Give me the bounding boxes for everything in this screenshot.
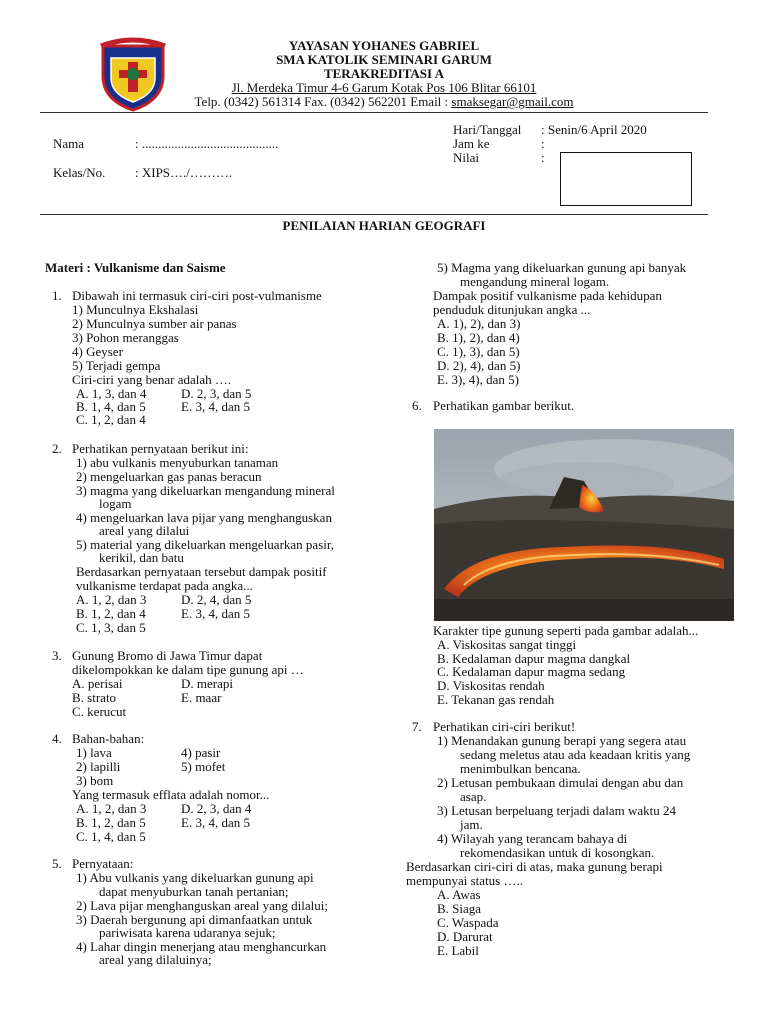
email-link[interactable]: smaksegar@gmail.com xyxy=(451,94,574,109)
q4-item: 3) bom xyxy=(76,773,114,788)
q5-item: 2) Lava pijar menghanguskan areal yang dilalui; xyxy=(76,898,328,913)
nama-value[interactable]: : .......................................... xyxy=(135,136,279,151)
q4-option-d[interactable]: D. 2, 3, dan 4 xyxy=(181,801,252,816)
q4-item: 1) lava xyxy=(76,745,112,760)
q7-item: 3) Letusan berpeluang terjadi dalam waktu 24 xyxy=(437,803,676,818)
q1-text: Dibawah ini termasuk ciri-ciri post-vulmanisme xyxy=(72,288,322,303)
q4-item: 5) mofet xyxy=(181,759,226,774)
q7-item: rekomendasikan untuk di kosongkan. xyxy=(460,845,655,860)
q7-option-a[interactable]: A. Awas xyxy=(437,887,481,902)
q5-item: 4) Lahar dingin menerjang atau menghancurkan xyxy=(76,939,327,954)
q4-number: 4. xyxy=(52,731,62,746)
q1-item: 1) Munculnya Ekshalasi xyxy=(72,302,199,317)
q7-question: Berdasarkan ciri-ciri di atas, maka gunung berapi xyxy=(406,859,663,874)
hari-label: Hari/Tanggal xyxy=(453,122,522,137)
q1-question: Ciri-ciri yang benar adalah …. xyxy=(72,372,232,387)
q7-option-e[interactable]: E. Labil xyxy=(437,943,479,958)
q4-text: Bahan-bahan: xyxy=(72,731,145,746)
lava-volcano-photo xyxy=(434,429,734,621)
q2-item: 5) material yang dikeluarkan mengeluarkan pasir, xyxy=(76,537,334,552)
q4-question: Yang termasuk efflata adalah nomor... xyxy=(72,787,270,802)
jam-value[interactable]: : xyxy=(541,136,545,151)
q6-option-d[interactable]: D. Viskositas rendah xyxy=(437,678,545,693)
q2-item: 4) mengeluarkan lava pijar yang menghanguskan xyxy=(76,510,332,525)
q2-option-c[interactable]: C. 1, 3, dan 5 xyxy=(76,620,146,635)
q2-option-d[interactable]: D. 2, 4, dan 5 xyxy=(181,592,252,607)
accreditation: TERAKREDITASI A xyxy=(323,66,445,81)
q3-option-d[interactable]: D. merapi xyxy=(181,676,233,691)
jam-label: Jam ke xyxy=(453,136,490,151)
q5-item: pariwisata karena udaranya sejuk; xyxy=(99,925,276,940)
q1-option-e[interactable]: E. 3, 4, dan 5 xyxy=(181,399,250,414)
q1-item: 5) Terjadi gempa xyxy=(72,358,161,373)
q7-number: 7. xyxy=(412,719,422,734)
q2-item: 1) abu vulkanis menyuburkan tanaman xyxy=(76,455,279,470)
kelas-value[interactable]: : XIPS…./………. xyxy=(135,165,233,180)
school-address: Jl. Merdeka Timur 4-6 Garum Kotak Pos 106 Blitar 66101 xyxy=(231,80,537,95)
q5-question: Dampak positif vulkanisme pada kehidupan xyxy=(433,288,662,303)
q2-text: Perhatikan pernyataan berikut ini: xyxy=(72,441,249,456)
q1-item: 3) Pohon meranggas xyxy=(72,330,179,345)
q2-item: areal yang dilalui xyxy=(99,523,190,538)
nilai-label: Nilai xyxy=(453,150,479,165)
q1-number: 1. xyxy=(52,288,62,303)
q6-option-c[interactable]: C. Kedalaman dapur magma sedang xyxy=(437,664,626,679)
q2-option-a[interactable]: A. 1, 2, dan 3 xyxy=(76,592,147,607)
q6-option-b[interactable]: B. Kedalaman dapur magma dangkal xyxy=(437,651,631,666)
q6-number: 6. xyxy=(412,398,422,413)
q2-item: logam xyxy=(99,496,132,511)
q6-option-a[interactable]: A. Viskositas sangat tinggi xyxy=(437,637,577,652)
materi-heading: Materi : Vulkanisme dan Saisme xyxy=(45,260,226,275)
nilai-value: : xyxy=(541,150,545,165)
q5-option-d[interactable]: D. 2), 4), dan 5) xyxy=(437,358,521,373)
q6-option-e[interactable]: E. Tekanan gas rendah xyxy=(437,692,555,707)
q5-item: 1) Abu vulkanis yang dikeluarkan gunung api xyxy=(76,870,314,885)
q2-option-b[interactable]: B. 1, 2, dan 4 xyxy=(76,606,146,621)
q5-number: 5. xyxy=(52,856,62,871)
hari-value: : Senin/6 April 2020 xyxy=(541,122,647,137)
q7-option-d[interactable]: D. Darurat xyxy=(437,929,493,944)
q7-option-b[interactable]: B. Siaga xyxy=(437,901,482,916)
q7-item: jam. xyxy=(460,817,483,832)
q7-item: menimbulkan bencana. xyxy=(460,761,581,776)
q1-option-d[interactable]: D. 2, 3, dan 5 xyxy=(181,386,252,401)
q5-option-a[interactable]: A. 1), 2), dan 3) xyxy=(437,316,521,331)
q4-option-b[interactable]: B. 1, 2, dan 5 xyxy=(76,815,146,830)
q3-option-c[interactable]: C. kerucut xyxy=(72,704,127,719)
q2-item: 2) mengeluarkan gas panas beracun xyxy=(76,469,262,484)
q5-item: mengandung mineral logam. xyxy=(460,274,610,289)
q7-item: 2) Letusan pembukaan dimulai dengan abu dan xyxy=(437,775,684,790)
header-rule xyxy=(40,112,708,113)
q3-text: Gunung Bromo di Jawa Timur dapat xyxy=(72,648,263,663)
exam-title: PENILAIAN HARIAN GEOGRAFI xyxy=(282,218,486,233)
foundation-name: YAYASAN YOHANES GABRIEL xyxy=(288,38,480,53)
q1-item: 2) Munculnya sumber air panas xyxy=(72,316,237,331)
q3-option-b[interactable]: B. strato xyxy=(72,690,117,705)
q5-text: Pernyataan: xyxy=(72,856,134,871)
contact-line xyxy=(0,95,768,109)
contact-prefix: Telp. (0342) 561314 Fax. (0342) 562201 Email : xyxy=(194,94,452,109)
q3-text: dikelompokkan ke dalam tipe gunung api … xyxy=(72,662,304,677)
q3-option-a[interactable]: A. perisai xyxy=(72,676,123,691)
q2-item: kerikil, dan batu xyxy=(99,550,184,565)
q2-number: 2. xyxy=(52,441,62,456)
q5-item: dapat menyuburkan tanah pertanian; xyxy=(99,884,289,899)
q3-number: 3. xyxy=(52,648,62,663)
q4-option-e[interactable]: E. 3, 4, dan 5 xyxy=(181,815,250,830)
q3-option-e[interactable]: E. maar xyxy=(181,690,222,705)
q5-option-c[interactable]: C. 1), 3), dan 5) xyxy=(437,344,520,359)
kelas-label: Kelas/No. xyxy=(53,165,106,180)
q5-item: areal yang dilaluinya; xyxy=(99,952,212,967)
q4-option-c[interactable]: C. 1, 4, dan 5 xyxy=(76,829,146,844)
q2-option-e[interactable]: E. 3, 4, dan 5 xyxy=(181,606,250,621)
nilai-box[interactable] xyxy=(560,152,692,206)
q2-question: Berdasarkan pernyataan tersebut dampak positif xyxy=(76,564,327,579)
q7-item: asap. xyxy=(460,789,487,804)
q1-option-a[interactable]: A. 1, 3, dan 4 xyxy=(76,386,147,401)
q7-question: mempunyai status ….. xyxy=(406,873,523,888)
q4-option-a[interactable]: A. 1, 2, dan 3 xyxy=(76,801,147,816)
q1-option-c[interactable]: C. 1, 2, dan 4 xyxy=(76,412,146,427)
q5-item: 5) Magma yang dikeluarkan gunung api banyak xyxy=(437,260,687,275)
q7-text: Perhatikan ciri-ciri berikut! xyxy=(433,719,576,734)
q1-option-b[interactable]: B. 1, 4, dan 5 xyxy=(76,399,146,414)
school-name: SMA KATOLIK SEMINARI GARUM xyxy=(276,52,492,67)
q7-option-c[interactable]: C. Waspada xyxy=(437,915,499,930)
q5-question: penduduk ditunjukan angka ... xyxy=(433,302,591,317)
q7-item: 4) Wilayah yang terancam bahaya di xyxy=(437,831,628,846)
q4-item: 4) pasir xyxy=(181,745,221,760)
q5-option-e[interactable]: E. 3), 4), dan 5) xyxy=(437,372,519,387)
q2-item: 3) magma yang dikeluarkan mengandung mineral xyxy=(76,483,335,498)
q5-option-b[interactable]: B. 1), 2), dan 4) xyxy=(437,330,520,345)
q6-question: Karakter tipe gunung seperti pada gambar adalah... xyxy=(433,623,699,638)
q1-item: 4) Geyser xyxy=(72,344,123,359)
q5-item: 3) Daerah bergunung api dimanfaatkan untuk xyxy=(76,912,313,927)
q7-item: sedang meletus atau ada keadaan kritis yang xyxy=(460,747,691,762)
info-rule xyxy=(40,214,708,215)
nama-label: Nama xyxy=(53,136,85,151)
q6-text: Perhatikan gambar berikut. xyxy=(433,398,575,413)
q7-item: 1) Menandakan gunung berapi yang segera atau xyxy=(437,733,687,748)
q4-item: 2) lapilli xyxy=(76,759,121,774)
q2-question: vulkanisme terdapat pada angka... xyxy=(76,578,253,593)
